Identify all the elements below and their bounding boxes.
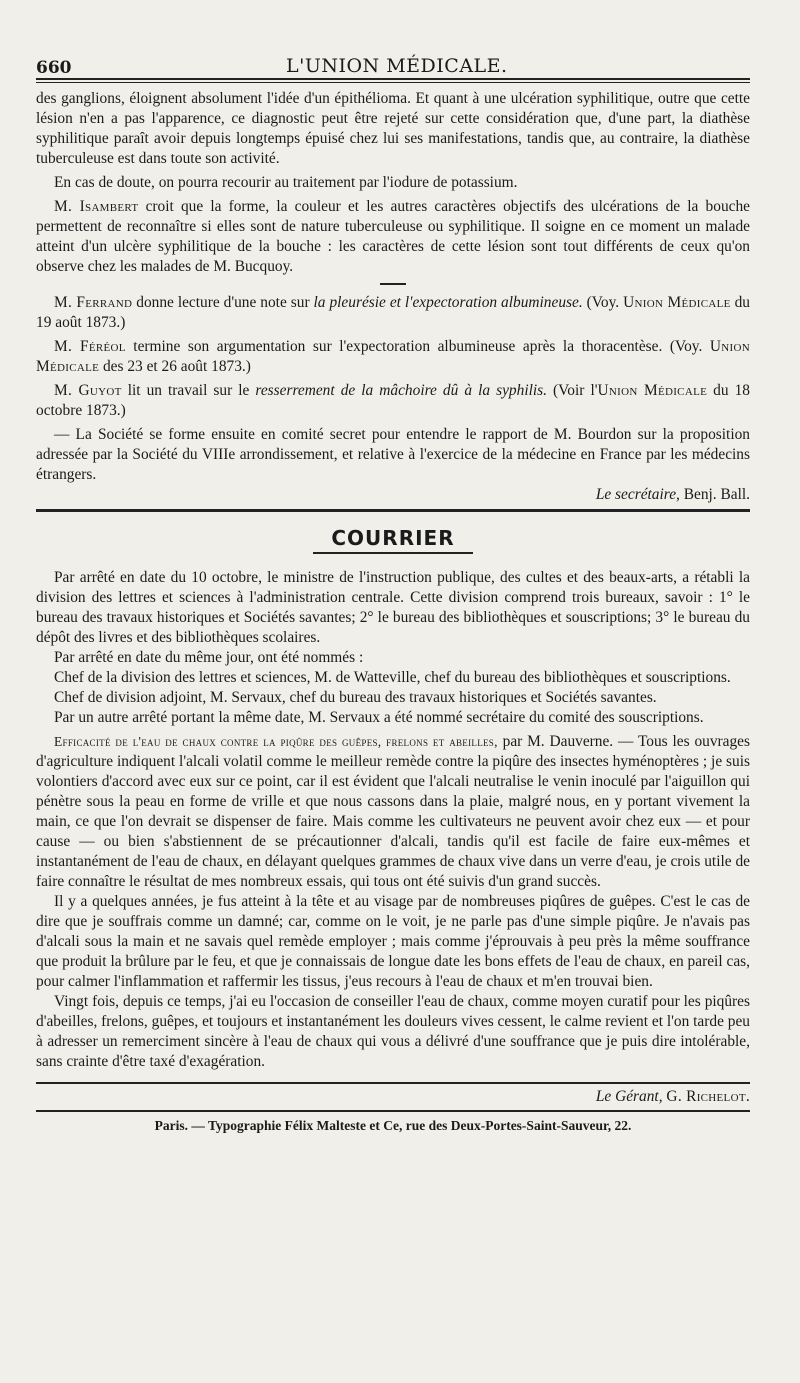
fereol-date: des 23 et 26 août 1873.) bbox=[99, 358, 251, 375]
page-number: 660 bbox=[36, 58, 72, 78]
guyot-text: lit un travail sur le bbox=[121, 382, 256, 399]
paragraph-chef-adjoint: Chef de division adjoint, M. Servaux, chef du bureau des travaux historiques et Sociétés savantes. bbox=[54, 689, 657, 706]
ferrand-title: la pleurésie et l'expectoration albumineuse. bbox=[313, 294, 583, 311]
fereol-journal: Union Médicale bbox=[36, 338, 750, 375]
courrier-heading-wrap bbox=[36, 526, 750, 554]
guyot-title: resserrement de la mâchoire dû à la syphilis. bbox=[255, 382, 547, 399]
paragraph-chef-division: Chef de la division des lettres et sciences, M. de Watteville, chef du bureau des bibliothèques et souscriptions. bbox=[54, 669, 731, 686]
journal-title: L'UNION MÉDICALE. bbox=[286, 55, 508, 77]
ferrand-text: donne lecture d'une note sur bbox=[132, 294, 314, 311]
efficacite-heading: Efficacité de l'eau de chaux contre la piqûre des guêpes, frelons et abeilles, bbox=[54, 734, 498, 749]
guyot-text-2: (Voir l' bbox=[547, 382, 598, 399]
fereol-text: termine son argumentation sur l'expectoration albumineuse après la thoracentèse. (Voy. bbox=[125, 338, 710, 355]
header-rule bbox=[36, 78, 750, 83]
speaker-guyot: M. Guyot bbox=[54, 382, 122, 399]
section-rule bbox=[36, 509, 750, 512]
ferrand-date: du 19 août 1873.) bbox=[36, 294, 750, 331]
ferrand-text-2: (Voy. bbox=[582, 294, 624, 311]
isambert-text: croit que la forme, la couleur et les autres caractères objectifs des ulcérations de la bouche permettent de reconnaître si elles sont de nature tuberculeuse ou syphilitique. Il soigne en ce moment un malade atteint d'un ulcère syphilitique de la bouche : les caractères de cette lésion sont tout différents de ceux qu'on observe chez les malades de M. Bucquoy. bbox=[36, 198, 750, 275]
gerant-name: G. Richelot. bbox=[666, 1088, 750, 1105]
paragraph-societe: — La Société se forme ensuite en comité secret pour entendre le rapport de M. Bourdon sur la proposition adressée par la Société du VIIIe arrondissement, et relative à l'exercice de la médecine en France par les médecins étrangers. bbox=[36, 426, 750, 483]
paragraph-arrete: Par arrêté en date du 10 octobre, le ministre de l'instruction publique, des cultes et des beaux-arts, a rétabli la division des lettres et sciences à l'administration centrale. Cette division comprend trois bureaux, savoir : 1° le bureau des travaux historiques et Sociétés savantes; 2° le bureau des bibliothèques et souscriptions; 3° le bureau du dépôt des livres et des bibliothèques scolaires. bbox=[36, 569, 750, 646]
signature-role: Le secrétaire, bbox=[595, 486, 680, 503]
paragraph-guyot bbox=[36, 381, 750, 421]
imprint-line: Paris. — Typographie Félix Malteste et Ce, rue des Deux-Portes-Saint-Sauveur, 22. bbox=[36, 1110, 750, 1134]
speaker-fereol: M. Féréol bbox=[54, 338, 126, 355]
guyot-date: du 18 octobre 1873.) bbox=[36, 382, 750, 419]
paragraph-efficacite bbox=[36, 732, 750, 892]
paragraph-fereol bbox=[36, 337, 750, 377]
paragraph-secretaire-comite: Par un autre arrêté portant la même date, M. Servaux a été nommé secrétaire du comité des souscriptions. bbox=[54, 709, 704, 726]
courrier-heading: COURRIER bbox=[313, 526, 472, 554]
page-header bbox=[36, 0, 750, 78]
guyot-journal: Union Médicale bbox=[597, 382, 708, 399]
paragraph-isambert bbox=[36, 197, 750, 277]
secretary-signature bbox=[36, 485, 750, 505]
paragraph-ferrand bbox=[36, 293, 750, 333]
section-divider bbox=[380, 283, 406, 285]
paragraph-ganglions: des ganglions, éloignent absolument l'idée d'un épithélioma. Et quant à une ulcération syphilitique, outre que cette lésion n'en a pas l'apparence, ce diagnostic peut être rejeté sur cette considération que, d'une part, la diathèse syphilitique paraît avoir depuis longtemps épuisé chez lui ses manifestations, tandis que, au contraire, la diathèse tuberculeuse est dans toute son activité. bbox=[36, 90, 750, 167]
speaker-ferrand: M. Ferrand bbox=[54, 294, 133, 311]
paragraph-doute: En cas de doute, on pourra recourir au traitement par l'iodure de potassium. bbox=[54, 174, 518, 191]
efficacite-text: par M. Dauverne. — Tous les ouvrages d'agriculture indiquent l'alcali volatil comme le meilleur remède contre la piqûre des insectes hyménoptères ; je suis volontiers d'accord avec eux sur ce point, car il est évident que l'alcali neutralise le venin inoculé par l'aiguillon qui pénètre sous la peau en forme de vrille et que nous cassons dans la plaie, malgré nous, en y portant vivement la main, ce que l'on devrait se dispenser de faire. Mais comme les cultivateurs ne peuvent avoir chez eux — et pour cause — ou bien s'abstiennent de se précautionner d'alcali, tandis qu'il est facile de faire eux-mêmes et instantanément de l'eau de chaux, en délayant quelques grammes de chaux vive dans un verre d'eau, je crois utile de faire connaître le résultat de mes nombreux essais, qui tous ont été suivis d'un grand succès. bbox=[36, 733, 751, 890]
footer-rule bbox=[36, 1082, 750, 1084]
speaker-isambert: M. Isambert bbox=[54, 198, 139, 215]
paragraph-nommes: Par arrêté en date du même jour, ont été nommés : bbox=[54, 649, 364, 666]
signature-name: Benj. Ball. bbox=[683, 486, 750, 503]
gerant-role: Le Gérant, bbox=[595, 1088, 663, 1105]
paragraph-vingt-fois: Vingt fois, depuis ce temps, j'ai eu l'occasion de conseiller l'eau de chaux, comme moyen curatif pour les piqûres d'abeilles, frelons, guêpes, et toujours et instantanément les douleurs vives cessent, le calme revient et l'on tarde peu à adresser un remerciment sincère à l'eau de chaux qui vous a délivré d'une souffrance que je puis dire intolérable, sans crainte d'être taxé d'exagération. bbox=[36, 993, 750, 1070]
gerant-signature bbox=[36, 1088, 750, 1106]
paragraph-guepes: Il y a quelques années, je fus atteint à la tête et au visage par de nombreuses piqûres de guêpes. C'est le cas de dire que je souffrais comme un damné; car, comme on le voit, je ne parle pas d'une simple piqûre. Je n'avais pas d'alcali sous la main et ne savais quel remède employer ; mais comme j'éprouvais à peu près la même souffrance que produit la brûlure par le feu, et que je connaissais de longue date les bons effets de l'eau de chaux, en pareil cas, pour calmer l'inflammation et raffermir les tissus, j'eus recours à l'eau de chaux et m'en trouvai bien. bbox=[36, 893, 750, 990]
ferrand-journal: Union Médicale bbox=[623, 294, 731, 311]
